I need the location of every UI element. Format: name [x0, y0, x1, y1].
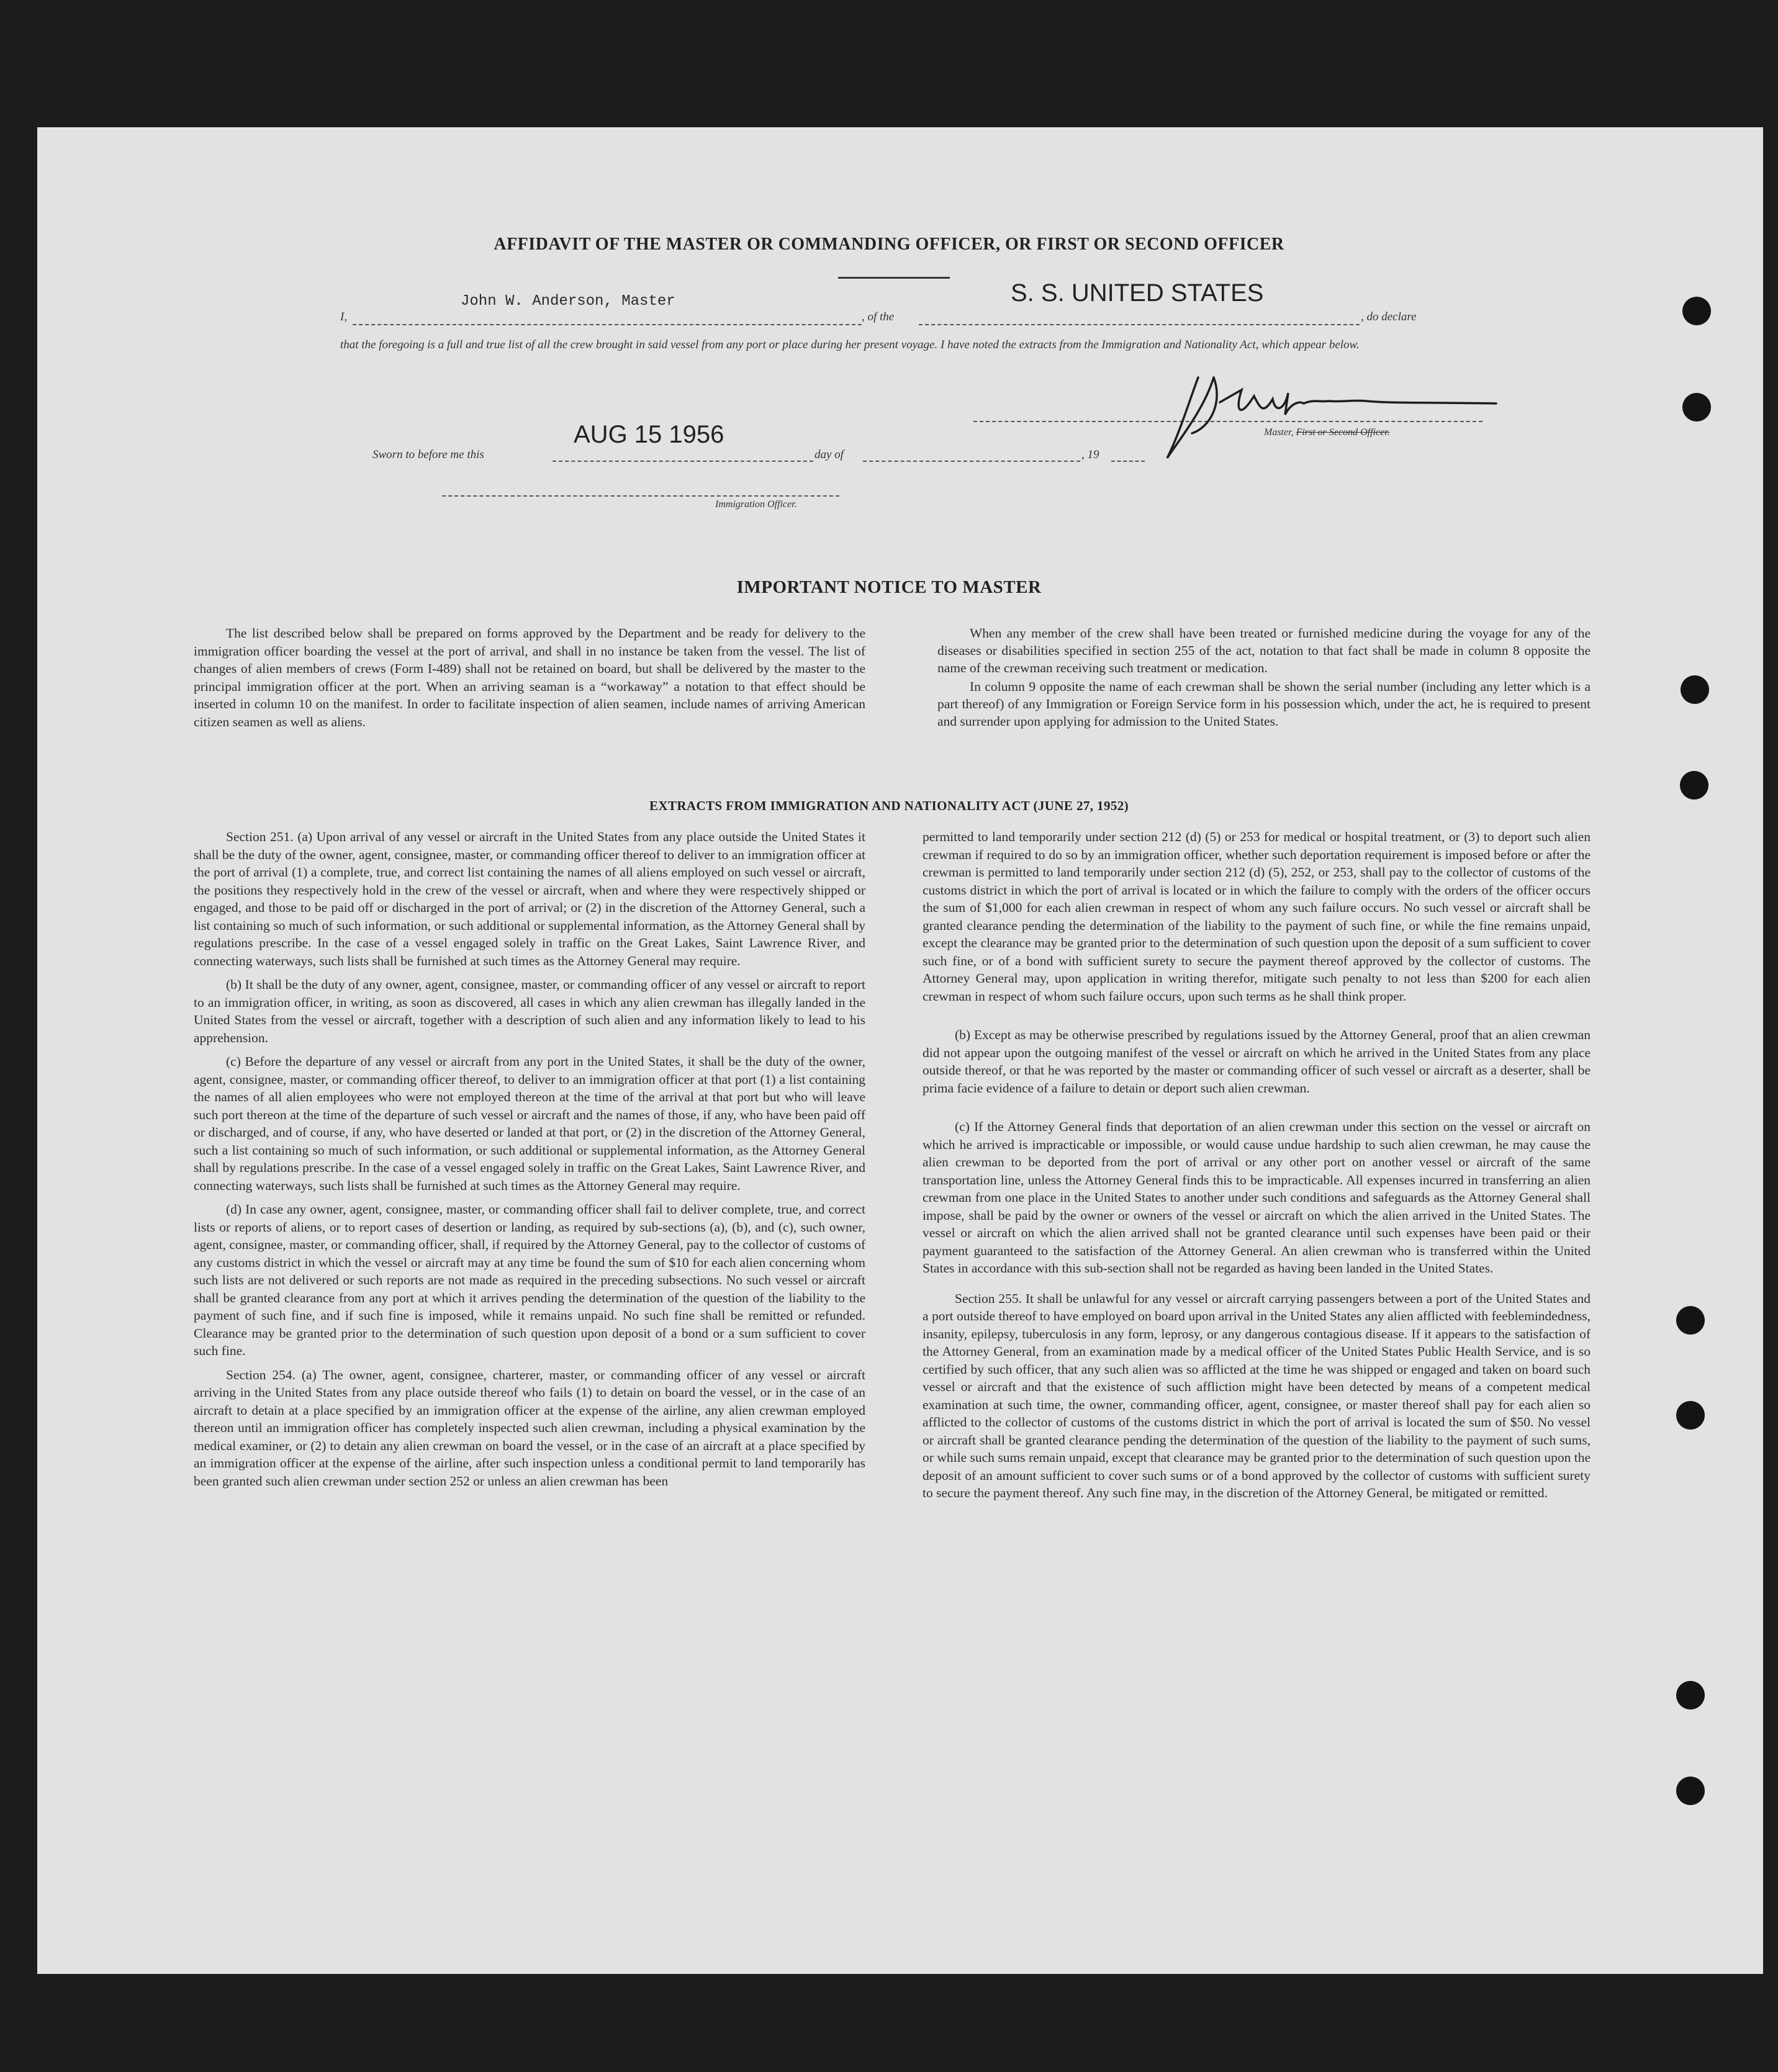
notice-title: IMPORTANT NOTICE TO MASTER: [736, 577, 1042, 597]
immigration-officer-caption: Immigration Officer.: [715, 499, 797, 510]
i-label: I,: [340, 310, 348, 323]
sworn-label: Sworn to before me this: [372, 448, 484, 461]
master-name: John W. Anderson, Master: [461, 293, 675, 310]
affidavit-title: AFFIDAVIT OF THE MASTER OR COMMANDING OFFICER, OR FIRST OR SECOND OFFICER: [494, 235, 1284, 254]
do-declare-label: , do declare: [1361, 310, 1417, 323]
punch-hole: [1676, 1306, 1705, 1335]
section-paragraph: Section 255. It shall be unlawful for any vessel or aircraft carrying passengers between a port of the United States and a port outside thereof to have employed on board upon arrival in the United States any alien afflicted with feeblemindedness, insanity, epilepsy, tuberculosis in any form, leprosy, or any dangerous contagious disease. If it appears to the satisfaction of the Attorney General, from an examination made by a medical officer of the United States Public Health Service, and is so certified by such officer, that any such alien was so afflicted at the time he was shipped or engaged and taken on board such vessel or aircraft and that the existence of such affliction might have been detected by means of a competent medical examination at such time, the owner, commanding officer, agent, consignee, or master thereof shall pay for each alien so afflicted to the collector of customs of the customs district in which the port of arrival is located the sum of $50. No vessel or aircraft shall be granted clearance pending the determination of the question of the liability to the payment of such sums, or while such sums remain unpaid, except that clearance may be granted prior to the determination of such question upon the deposit of an amount sufficient to cover such sums or of a bond approved by the collector of customs with sufficient surety to secure the payment thereof. Any such fine may, in the discretion of the Attorney General, be mitigated or remitted.: [923, 1290, 1591, 1500]
signature-caption: Master, First or Second Officer.: [1264, 427, 1390, 438]
notice-paragraph: When any member of the crew shall have been treated or furnished medicine during the voyage for any of the diseases or disabilities specified in section 255 of the act, notation to that fact shall be made in column 8 opposite the name of the crewman receiving such treatment or medication.: [937, 626, 1591, 675]
extracts-title: EXTRACTS FROM IMMIGRATION AND NATIONALITY ACT (JUNE 27, 1952): [649, 798, 1129, 813]
extracts-right-column: [923, 828, 1591, 1508]
section-paragraph: (b) It shall be the duty of any owner, agent, consignee, master, or commanding officer of any vessel or aircraft to report to an immigration officer, in writing, as soon as discovered, all cases in which any alien crewman has illegally landed in the United States from the vessel or aircraft, together with a description of such alien and any information likely to lead to his apprehension.: [194, 977, 865, 1045]
notice-right-column: [937, 624, 1591, 736]
punch-hole: [1682, 297, 1711, 325]
section-paragraph: Section 251. (a) Upon arrival of any vessel or aircraft in the United States from any place outside the United States it shall be the duty of the owner, agent, consignee, master, or commanding officer thereof to deliver to an immigration officer at the port of arrival (1) a complete, true, and correct list containing the names of all aliens employed on such vessel or aircraft, the positions they respectively hold in the crew of the vessel or aircraft, when and where they were respectively shipped or engaged, and those to be paid off or discharged in the port of arrival; or (2) in the discretion of the Attorney General, such a list containing so much of such information, or such additional or supplemental information, as the Attorney General shall by regulations prescribe. In the case of a vessel engaged solely in traffic on the Great Lakes, Saint Lawrence River, and connecting waterways, such lists shall be furnished at such times as the Attorney General may require.: [194, 829, 865, 968]
of-the-label: , of the: [862, 310, 895, 323]
punch-hole: [1676, 1777, 1705, 1805]
extracts-left-column: [194, 828, 865, 1496]
vessel-name: S. S. UNITED STATES: [1011, 279, 1264, 307]
section-paragraph: (d) In case any owner, agent, consignee, master, or commanding officer shall fail to deliver complete, true, and correct lists or reports of aliens, or to report cases of desertion or landing, as required by sub-sections (a), (b), and (c), such owner, agent, consignee, master, or commanding officer, shall, if required by the Attorney General, pay to the collector of customs of any customs district in which the vessel or aircraft may at any time be found the sum of $10 for each alien concerning whom such lists are not delivered or such reports are not made as required in the preceding subsections. No such vessel or aircraft shall be granted clearance from any port at which it arrives pending the determination of the question of the liability to the payment of such fine, and if such fine is imposed, while it remains unpaid. No such fine shall be remitted or refunded. Clearance may be granted prior to the determination of such question upon deposit of a bond or a sum sufficient to cover such fine.: [194, 1202, 865, 1358]
declaration-text: that the foregoing is a full and true list of all the crew brought in said vessel from any port or place during her present voyage. I have noted the extracts from the Immigration and Nationality Act, which appear below.: [340, 338, 1360, 351]
section-paragraph: (c) Before the departure of any vessel or aircraft from any port in the United States, it shall be the duty of the owner, agent, consignee, master, or commanding officer thereof, to deliver to an immigration officer at that port (1) a list containing the names of all alien employees who were not employed thereon at the time of the arrival at that port but who will leave such port thereon at the time of the departure of such vessel or aircraft and the names of those, if any, who have been paid off or discharged, and of course, if any, who have deserted or landed at that port, or (2) in the discretion of the Attorney General, such a list containing so much of such information, or such additional or supplemental information, as the Attorney General shall by regulations prescribe. In the case of a vessel engaged solely in traffic on the Great Lakes, Saint Lawrence River, and connecting waterways, such lists shall be furnished at such times as the Attorney General may require.: [194, 1054, 865, 1193]
punch-hole: [1676, 1681, 1705, 1709]
punch-hole: [1681, 675, 1709, 704]
day-of-label: day of: [815, 448, 844, 461]
master-signature: [1155, 365, 1502, 464]
notice-left-column: [194, 624, 865, 737]
punch-hole: [1680, 771, 1708, 800]
date-stamp: AUG 15 1956: [574, 421, 724, 448]
punch-hole: [1676, 1401, 1705, 1430]
section-paragraph: Section 254. (a) The owner, agent, consignee, charterer, master, or commanding officer of any vessel or aircraft arriving in the United States from any place outside thereof who fails (1) to detain on board the vessel, or in the case of an aircraft to detain at a place specified by an immigration officer at the expense of the airline, any alien crewman employed thereon until an immigration officer has completely inspected such alien crewman, including a physical examination by the medical examiner, or (2) to detain any alien crewman on board the vessel, or in the case of an aircraft at a place specified by an immigration officer at the expense of the airline, after such inspection unless a conditional permit to land temporarily has been granted such alien crewman under section 252 or unless an alien crewman has been: [194, 1367, 865, 1489]
punch-hole: [1682, 393, 1711, 421]
notice-paragraph: The list described below shall be prepared on forms approved by the Department and be ready for delivery to the immigration officer boarding the vessel at the port of arrival, and shall in no instance be taken from the vessel. The list of changes of alien members of crews (Form I-489) shall not be retained on board, but shall be delivered by the master to the principal immigration officer at the port. When an arriving seaman is a “workaway” a notation to that effect should be inserted in column 10 on the manifest. In order to facilitate inspection of alien seamen, include names of arriving American citizen seamen as well as aliens.: [194, 626, 865, 729]
year-prefix: , 19: [1081, 448, 1099, 461]
section-paragraph: (b) Except as may be otherwise prescribed by regulations issued by the Attorney General, proof that an alien crewman did not appear upon the outgoing manifest of the vessel or aircraft on which he arrived in the United States from any place outside thereof, or that he was reported by the master or commanding officer of such vessel or aircraft as a deserter, shall be prima facie evidence of a failure to detain or deport such alien crewman.: [923, 1027, 1591, 1096]
title-rule: [838, 277, 950, 279]
section-paragraph: permitted to land temporarily under section 212 (d) (5) or 253 for medical or hospital treatment, or (3) to deport such alien crewman if required to do so by an immigration officer, whether such deportation requirement is imposed before or after the crewman is permitted to land temporarily under section 212 (d) (5), 252, or 253, shall pay to the collector of customs of the customs district in which the port of arrival is located or in which the failure to comply with the orders of the officer occurs the sum of $1,000 for each alien crewman in respect of whom any such failure occurs. No such vessel or aircraft shall be granted clearance pending the determination of the liability to the payment of such fine, or while the fine remains unpaid, except the clearance may be granted prior to the determination of such question upon the deposit of a sum sufficient to cover such fine, or of a bond with sufficient surety to secure the payment thereof approved by the collector of customs. The Attorney General may, upon application in writing therefor, mitigate such penalty to not less than $200 for each alien crewman in respect of whom such failure occurs, upon such terms as he shall think proper.: [923, 829, 1591, 1004]
notice-paragraph: In column 9 opposite the name of each crewman shall be shown the serial number (including any letter which is a part thereof) of any Immigration or Foreign Service form in his possession which, under the act, he is required to present and surrender upon applying for admission to the United States.: [937, 679, 1591, 729]
section-paragraph: (c) If the Attorney General finds that deportation of an alien crewman under this section on the vessel or aircraft on which he arrived is impracticable or impossible, or would cause undue hardship to such alien crewman, he may cause the alien crewman to be deported from the port of arrival or any other port on another vessel or aircraft of the same transportation line, unless the Attorney General finds this to be impracticable. All expenses incurred in transferring an alien crewman from one place in the United States to another under such conditions and safeguards as the Attorney General shall impose, shall be paid by the owner or owners of the vessel or aircraft on which the alien arrived in the United States. The vessel or aircraft on which the alien arrived shall not be granted clearance until such expenses have been paid or their payment guaranteed to the satisfaction of the Attorney General. An alien crewman who is transferred within the United States in accordance with this sub-section shall not be regarded as having been landed in the United States.: [923, 1119, 1591, 1276]
